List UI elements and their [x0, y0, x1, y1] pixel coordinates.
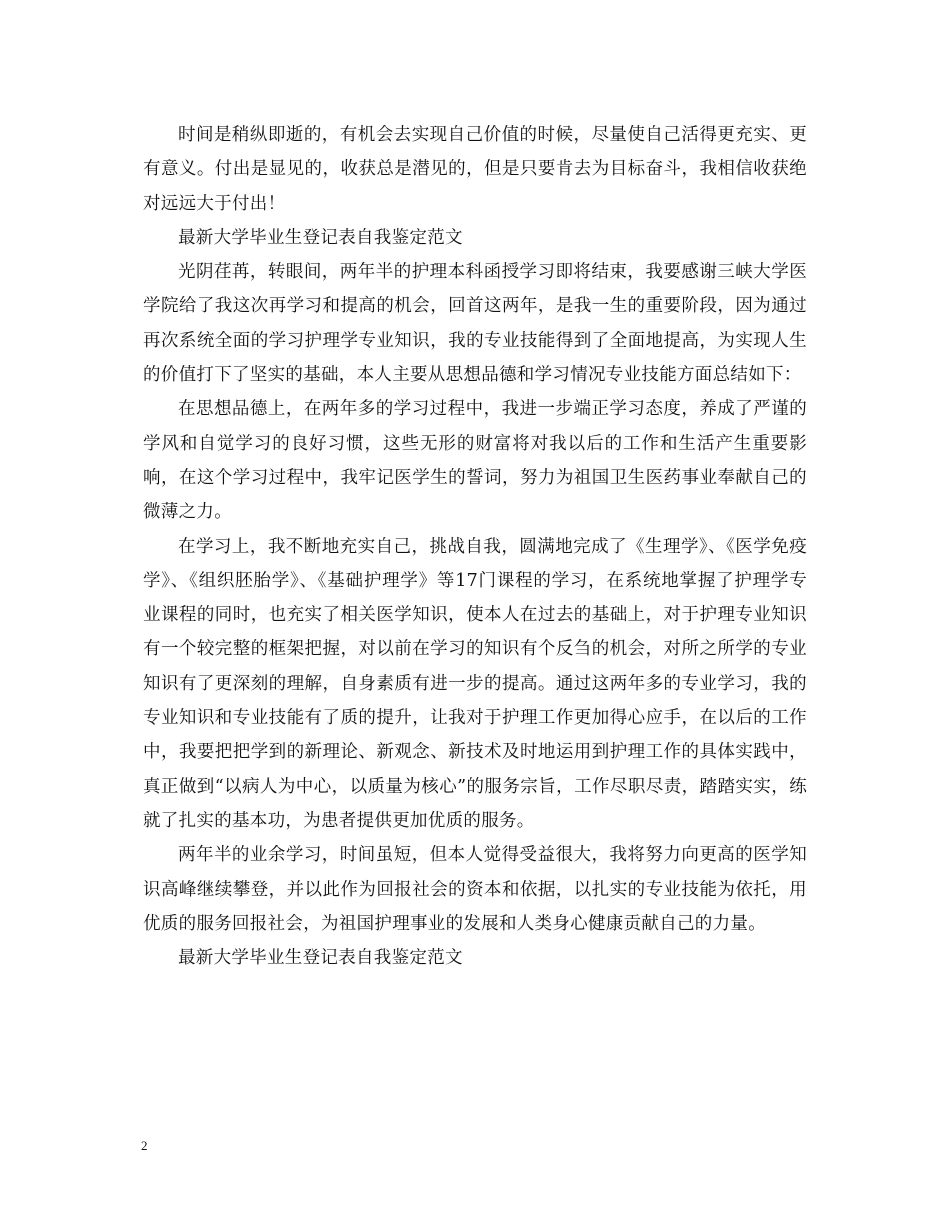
document-body [143, 118, 807, 975]
page-number: 2 [141, 1138, 148, 1153]
section-heading: 最新大学毕业生登记表自我鉴定范文 [178, 227, 463, 248]
paragraph-study: 在学习上，我不断地充实自己，挑战自我，圆满地完成了《生理学》、《医学免疫学》、《组织胚胎学》、《基础护理学》等17门课程的学习，在系统地掌握了护理学专业课程的同时，也充实了相关医学知识，使本人在过去的基础上，对于护理专业知识有一个较完整的框架把握，对以前在学习的知识有个反刍的机会，对所之所学的专业知识有了更深刻的理解，自身素质有进一步的提高。通过这两年多的专业学习，我的专业知识和专业技能有了质的提升，让我对于护理工作更加得心应手，在以后的工作中，我要把把学到的新理论、新观念、新技术及时地运用到护理工作的具体实践中，真正做到“以病人为中心，以质量为核心”的服务宗旨，工作尽职尽责，踏踏实实，练就了扎实的基本功，为患者提供更加优质的服务。 [143, 536, 807, 831]
paragraph-introduction: 光阴荏苒，转眼间，两年半的护理本科函授学习即将结束，我要感谢三峡大学医学院给了我这次再学习和提高的机会，回首这两年，是我一生的重要阶段，因为通过再次系统全面的学习护理学专业知识，我的专业技能得到了全面地提高，为实现人生的价值打下了坚实的基础，本人主要从思想品德和学习情况专业技能方面总结如下： [143, 262, 807, 386]
section-heading: 最新大学毕业生登记表自我鉴定范文 [178, 948, 463, 969]
paragraph-closing-remark: 时间是稍纵即逝的，有机会去实现自己价值的时候，尽量使自己活得更充实、更有意义。付出是显见的，收获总是潜见的，但是只要肯去为目标奋斗，我相信收获绝对远远大于付出！ [143, 125, 807, 214]
paragraph-conclusion: 两年半的业余学习，时间虽短，但本人觉得受益很大，我将努力向更高的医学知识高峰继续攀登，并以此作为回报社会的资本和依据，以扎实的专业技能为依托，用优质的服务回报社会，为祖国护理事业的发展和人类身心健康贡献自己的力量。 [143, 845, 807, 934]
paragraph-moral-character: 在思想品德上，在两年多的学习过程中，我进一步端正学习态度，养成了严谨的学风和自觉学习的良好习惯，这些无形的财富将对我以后的工作和生活产生重要影响，在这个学习过程中，我牢记医学生的誓词，努力为祖国卫生医药事业奉献自己的微薄之力。 [143, 399, 807, 523]
